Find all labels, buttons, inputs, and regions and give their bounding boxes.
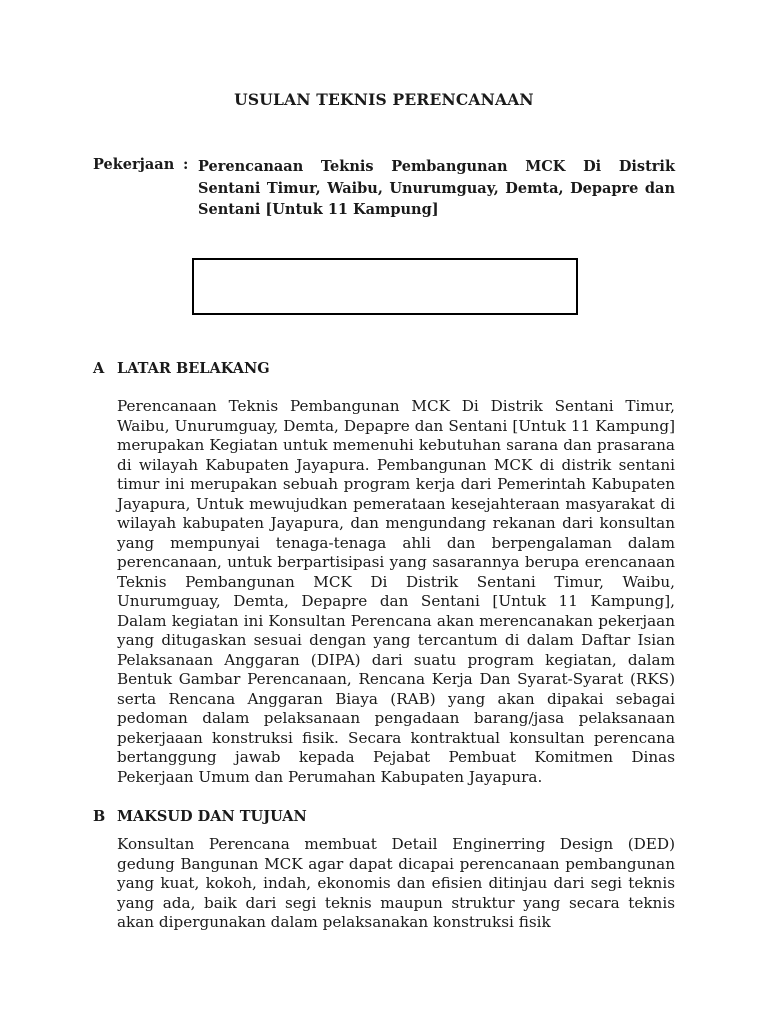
job-colon: : <box>183 156 189 173</box>
section-b-title: MAKSUD DAN TUJUAN <box>117 808 307 825</box>
section-b-letter: B <box>93 808 106 825</box>
empty-bordered-box <box>192 258 578 315</box>
section-a-letter: A <box>93 360 105 377</box>
job-label: Pekerjaan <box>93 156 175 173</box>
job-description: Perencanaan Teknis Pembangunan MCK Di Distrik Sentani Timur, Waibu, Unurumguay, Demta, Depapre dan Sentani [Untuk 11 Kampung] <box>198 158 675 218</box>
document-title: USULAN TEKNIS PERENCANAAN <box>234 90 534 109</box>
section-b-body: Konsultan Perencana membuat Detail Enginerring Design (DED) gedung Bangunan MCK agar dapat dicapai perencanaan pembangunan yang kuat, kokoh, indah, ekonomis dan efisien ditinjau dari segi teknis yang ada, baik dari segi teknis maupun struktur yang secara teknis akan dipergunakan dalam pelaksanakan konstruksi fisik <box>117 835 675 931</box>
section-a-body: Perencanaan Teknis Pembangunan MCK Di Distrik Sentani Timur, Waibu, Unurumguay, Demta, Depapre dan Sentani [Untuk 11 Kampung] merupakan Kegiatan untuk memenuhi kebutuhan sarana dan prasarana di wilayah Kabupaten Jayapura. Pembangunan MCK di distrik sentani timur ini merupakan sebuah program kerja dari Pemerintah Kabupaten Jayapura, Untuk mewujudkan pemerataan kesejahteraan masyarakat di wilayah kabupaten Jayapura, dan mengundang rekanan dari konsultan yang mempunyai tenaga-tenaga ahli dan berpengalaman dalam perencanaan, untuk berpartisipasi yang sasarannya berupa erencanaan Teknis Pembangunan MCK Di Distrik Sentani Timur, Waibu, Unurumguay, Demta, Depapre dan Sentani [Untuk 11 Kampung], Dalam kegiatan ini Konsultan Perencana akan merencanakan pekerjaan yang ditugaskan sesuai dengan yang tercantum di dalam Daftar Isian Pelaksanaan Anggaran (DIPA) dari suatu program kegiatan, dalam Bentuk Gambar Perencanaan, Rencana Kerja Dan Syarat-Syarat (RKS) serta Rencana Anggaran Biaya (RAB) yang akan dipakai sebagai pedoman dalam pelaksanaan pengadaan barang/jasa pelaksanaan pekerjaaan konstruksi fisik. Secara kontraktual konsultan perencana bertanggung jawab kepada Pejabat Pembuat Komitmen Dinas Pekerjaan Umum dan Perumahan Kabupaten Jayapura. <box>117 397 675 786</box>
section-a-title: LATAR BELAKANG <box>117 360 270 377</box>
